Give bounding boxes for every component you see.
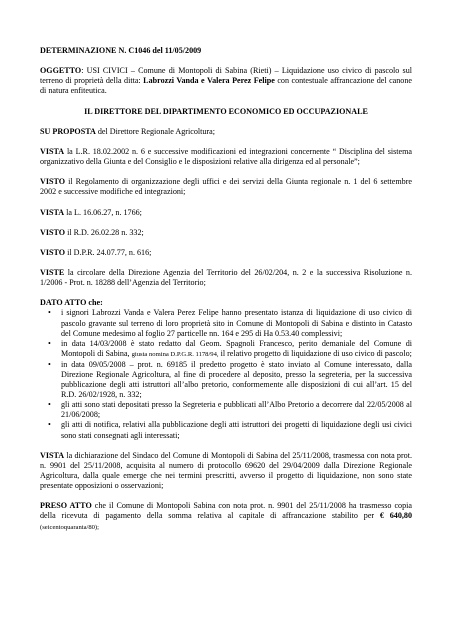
visto-dpr-text: il D.P.R. 24.07.77, n. 616; bbox=[65, 247, 152, 257]
spacer bbox=[40, 137, 412, 147]
vista-legge-text: la L. 16.06.27, n. 1766; bbox=[64, 207, 142, 217]
list-item-text: i signori Labrozzi Vanda e Valera Perez Felipe hanno presentato istanza di liquidazione di uso civico di pascolo gravante sul terreno di loro proprietà sito in Comune di Montopoli di Sabina e distinto in Catasto del Comune medesimo al foglio 27 particelle nn. 164 e 295 di Ha 0.53.40 complessivi; bbox=[61, 308, 412, 338]
visto-regolamento-paragraph bbox=[40, 177, 412, 197]
vista-lr-paragraph bbox=[40, 147, 412, 167]
spacer bbox=[40, 258, 412, 268]
bullet-icon: • bbox=[48, 400, 51, 410]
visto-dpr-label: VISTO bbox=[40, 247, 66, 257]
vista-dichiarazione-paragraph bbox=[40, 451, 412, 491]
vista-dichiarazione-label: VISTA bbox=[40, 450, 65, 460]
list-item-small-text: giusta nomina D.P.G.R. 1178/94, bbox=[131, 350, 219, 358]
director-heading: IL DIRETTORE DEL DIPARTIMENTO ECONOMICO ED OCCUPAZIONALE bbox=[84, 106, 368, 116]
list-item-text: in data 09/05/2008 – prot. n. 69185 il predetto progetto è stato inviato al Comune interessato, dalla Direzione Regionale Agricoltura, al fine di procedere al deposito, presso la segreteria, per la successiva pubblicazione degli atti istruttori all’albo pretorio, conformemente alle disposizioni di cui all’art. 15 del R.D. 26/02/1928, n. 332; bbox=[61, 359, 412, 400]
visto-dpr-paragraph bbox=[40, 248, 412, 258]
visto-rd-text: il R.D. 26.02.28 n. 332; bbox=[65, 227, 144, 237]
list-item bbox=[40, 400, 412, 420]
proposta-text: del Direttore Regionale Agricoltura; bbox=[95, 126, 215, 136]
vista-lr-label: VISTA bbox=[40, 146, 65, 156]
list-item bbox=[40, 360, 412, 400]
spacer bbox=[40, 197, 412, 207]
preso-atto-text: che il Comune di Montopoli Sabina con nota prot. n. 9901 del 25/11/2008 ha trasmesso copia della ricevuta di pagamento della somma relativa al capitale di affrancazione stabilito per bbox=[40, 501, 412, 521]
bullet-icon: • bbox=[48, 359, 51, 369]
spacer bbox=[40, 238, 412, 248]
proposta-label: SU PROPOSTA bbox=[40, 126, 96, 136]
visto-regolamento-text: il Regolamento di organizzazione degli uffici e dei servizi della Giunta regionale n. 1 del 6 settembre 2002 e successive modifiche ed integrazioni; bbox=[40, 177, 412, 197]
oggetto-paragraph bbox=[40, 66, 412, 96]
list-item bbox=[40, 339, 412, 360]
bullet-icon: • bbox=[48, 338, 51, 348]
proposta-paragraph bbox=[40, 127, 412, 137]
viste-circolare-paragraph bbox=[40, 268, 412, 288]
visto-rd-label: VISTO bbox=[40, 227, 66, 237]
viste-circolare-text: la circolare della Direzione Agenzia del Territorio del 26/02/204, n. 2 e la successiva Risoluzione n. 1/2006 - Prot. n. 18288 dell’Agenzia del Territorio; bbox=[40, 268, 412, 288]
dato-atto-list bbox=[40, 308, 412, 440]
list-item-text: in data 14/03/2008 è stato redatto dal Geom. Spagnoli Francesco, perito demaniale del Comune di Montopoli di Sabina, bbox=[61, 338, 412, 358]
spacer bbox=[40, 491, 412, 501]
oggetto-names: Labrozzi Vanda e Valera Perez Felipe bbox=[143, 76, 275, 86]
bullet-icon: • bbox=[48, 308, 51, 318]
list-item-text-end: il relativo progetto di liquidazione di uso civico di pascolo; bbox=[218, 348, 412, 358]
bullet-icon: • bbox=[48, 420, 51, 430]
visto-regolamento-label: VISTO bbox=[40, 177, 66, 187]
oggetto-label: OGGETTO bbox=[40, 66, 82, 76]
preso-atto-amount: € 640,80 bbox=[379, 511, 413, 521]
preso-atto-label: PRESO ATTO bbox=[40, 501, 92, 511]
spacer bbox=[40, 288, 412, 298]
list-item-text: gli atti sono stati depositati presso la Segreteria e pubblicati all’Albo Pretorio a decorrere dal 22/05/2008 al 21/06/2008; bbox=[61, 400, 412, 420]
dato-atto-heading: DATO ATTO che: bbox=[40, 298, 103, 308]
preso-atto-paragraph bbox=[40, 501, 412, 533]
oggetto-text-end: con contestuale affrancazione del canone di natura enfiteutica. bbox=[40, 76, 412, 96]
viste-circolare-label: VISTE bbox=[40, 268, 65, 278]
spacer bbox=[40, 167, 412, 177]
spacer bbox=[40, 441, 412, 451]
spacer bbox=[40, 56, 412, 66]
list-item bbox=[40, 420, 412, 440]
list-item-text: gli atti di notifica, relativi alla pubblicazione degli atti istruttori dei progetti di liquidazione degli usi civici sono stati consegnati agli interessati; bbox=[61, 420, 412, 440]
spacer bbox=[40, 96, 412, 106]
determination-title: DETERMINAZIONE N. C1046 del 11/05/2009 bbox=[40, 46, 202, 55]
oggetto-text: : USI CIVICI – Comune di Montopoli di Sabina (Rieti) – Liquidazione uso civico di pascolo sul terreno di proprietà della ditta: bbox=[40, 66, 412, 86]
vista-dichiarazione-text: la dichiarazione del Sindaco del Comune di Montopoli di Sabina del 25/11/2008, trasmessa con nota prot. n. 9901 del 25/11/2008, acquisita al numero di protocollo 69620 del 29/04/2009 dalla Direzione Regionale Agricoltura, dalla quale emerge che nei termini prescritti, avverso il progetto di liquidazione, non sono state presentate opposizioni o osservazioni; bbox=[40, 450, 412, 491]
preso-atto-amount-words: (seicentoquaranta/80); bbox=[40, 524, 99, 532]
visto-rd-paragraph bbox=[40, 228, 412, 238]
list-item bbox=[40, 308, 412, 338]
spacer bbox=[40, 117, 412, 127]
vista-lr-text: la L.R. 18.02.2002 n. 6 e successive modificazioni ed integrazioni concernente “ Disciplina del sistema organizzativo della Giunta e del Consiglio e le disposizioni relative alla dirigenza ed al personale”; bbox=[40, 146, 412, 167]
spacer bbox=[40, 218, 412, 228]
vista-legge-paragraph bbox=[40, 208, 412, 218]
vista-legge-label: VISTA bbox=[40, 207, 65, 217]
